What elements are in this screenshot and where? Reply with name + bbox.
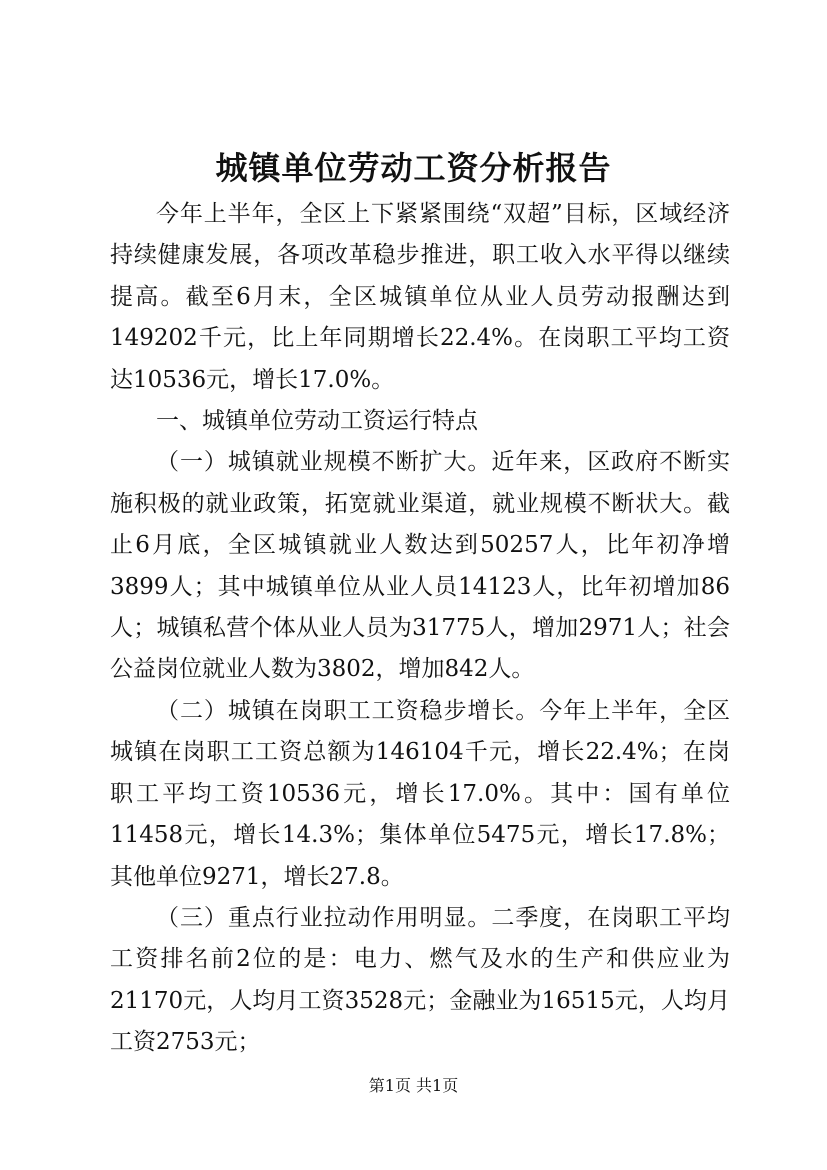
section-heading: 一、城镇单位劳动工资运行特点 (156, 408, 478, 435)
page-footer: 第1页 共1页 (368, 1076, 459, 1095)
paragraph-employment: （一）城镇就业规模不断扩大。近年来，区政府不断实施积极的就业政策，拓宽就业渠道，就业规模不断状大。截止6月底，全区城镇就业人数达到50257人，比年初净增3899人；其中城镇单位从业人员14123人，比年初增加86人；城镇私营个体从业人员为31775人，增加2971人；社会公益岗位就业人数为3802，增加842人。 (110, 449, 730, 683)
document-body (110, 194, 730, 1064)
intro-paragraph: 今年上半年，全区上下紧紧围绕“双超”目标，区域经济持续健康发展，各项改革稳步推进，职工收入水平得以继续提高。截至6月末，全区城镇单位从业人员劳动报酬达到149202千元，比上年同期增长22.4%。在岗职工平均工资达10536元，增长17.0%。 (110, 201, 730, 393)
paragraph-industries: （三）重点行业拉动作用明显。二季度，在岗职工平均工资排名前2位的是：电力、燃气及水的生产和供应业为21170元，人均月工资3528元；金融业为16515元，人均月工资2753元； (110, 904, 730, 1056)
paragraph-wages: （二）城镇在岗职工工资稳步增长。今年上半年，全区城镇在岗职工工资总额为146104千元，增长22.4%；在岗职工平均工资10536元，增长17.0%。其中：国有单位11458元，增长14.3%；集体单位5475元，增长17.8%；其他单位9271，增长27.8。 (110, 697, 730, 890)
document-title: 城镇单位劳动工资分析报告 (215, 149, 612, 187)
